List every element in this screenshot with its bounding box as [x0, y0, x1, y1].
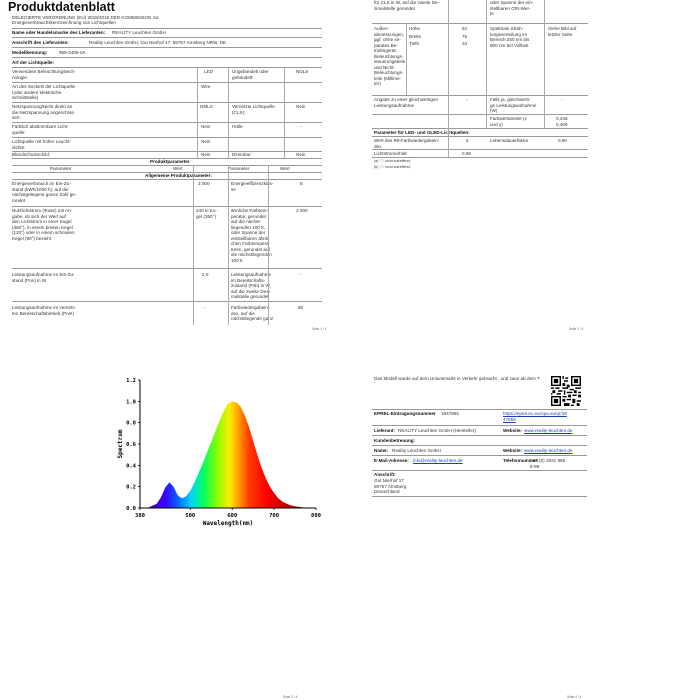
cri-label: Farbwiedergabein- dex, auf die nächstliegende ganz: [231, 305, 274, 321]
page-footer: Seite 3 / 4: [283, 695, 298, 699]
y-axis-title: Spectrum: [117, 429, 124, 459]
product-params-heading: Produktparameter: [150, 159, 190, 164]
eprel-value: 1847855: [441, 411, 459, 416]
col-value-2: Wert: [280, 166, 290, 171]
y-tick-label: 0.2: [126, 484, 136, 491]
brand-label: Name oder Handelsmarke des Lieferanten:: [12, 30, 106, 35]
chromaticity-label: Farbwertanteile (x und y): [490, 116, 527, 127]
spectral-distribution-label: Spektrale Strah- lungsverteilung im Bereich 250 nm bis 800 nm bei Volllast: [490, 26, 530, 48]
name-label: Name:: [374, 448, 389, 453]
tunable-value: Nein: [201, 124, 211, 129]
spectrum-chart: [0, 358, 342, 538]
lumen-maintenance-value: 0,96: [462, 151, 471, 156]
cri-range-label: oder Spanne der ein- stellbaren CRI-Wer- te: [490, 0, 534, 16]
eprel-link[interactable]: https://eprel.ec.europa.eu/qr/18 47855: [503, 411, 567, 422]
customer-service-label: Kundenbetreuung:: [374, 438, 416, 443]
equivalent-power-label: Angabe zu einer gleichwertigen Leistungsaufnahme: [374, 97, 439, 108]
page-footer: Seite 2 / 4: [569, 327, 584, 331]
r9-label: Wert des R9-Farbwiedergabein- dex: [374, 138, 440, 149]
height-value: 64: [462, 26, 468, 31]
cls-power-label: für CLS in W, auf die zweite De- zimalstelle gerundet: [374, 0, 440, 11]
survival-factor-value: 0,90: [558, 138, 567, 143]
page-footer: Seite 4 / 4: [567, 695, 582, 699]
envelope-value: -: [300, 124, 302, 129]
phone-label: Telefonnummer:: [503, 458, 539, 463]
energy-class-label: Energieeffizienzklas- se: [231, 181, 274, 192]
standby-power-value: -: [300, 272, 302, 277]
cap-type-value: Wire: [201, 84, 211, 89]
brand-value: REALITY Leuchten GmbH: [112, 30, 166, 35]
email-link[interactable]: info@reality-leuchten.de: [413, 458, 463, 463]
glare-value: Nein: [201, 152, 211, 157]
x-tick-label: 380: [135, 513, 145, 519]
led-params-heading: Parameter für LED- und OLED-Lichtquellen:: [374, 130, 470, 135]
address-label: Anschrift:: [374, 472, 396, 477]
energy-consumption-value: 3 000: [198, 181, 210, 186]
dimmable-value: Nein: [296, 152, 306, 157]
datasheet-page-4: [358, 358, 700, 700]
y-tick-label: 0.6: [126, 442, 136, 448]
glare-label: Blendschutzschild:: [12, 152, 51, 157]
dimmable-label: Dimmbar:: [232, 152, 252, 157]
cap-type-label: Art des Sockels der Lichtquelle (oder andere elektrische Schnittstelle): [12, 84, 76, 100]
phone-value: +49 (0) 2931 966 6-99: [530, 458, 566, 469]
luminous-flux-value: 240 in Ku- gel (360°): [196, 208, 217, 219]
col-parameter-2: Parameter: [228, 166, 250, 171]
model-label: Modellkennung:: [12, 50, 48, 55]
on-mode-power-value: 2,0: [202, 272, 209, 277]
eu-market-text: Das Modell wurde auf dem Unionsmarkt in Verkehr gebracht , und zwar ab dem T: [374, 376, 540, 381]
supplier-value: REALITY Leuchten GmbH (Hersteller): [398, 428, 476, 433]
cls-label: Vernetzte Lichtquelle (CLS):: [232, 104, 275, 115]
regulation-text: DELEGIERTE VERORDNUNG (EU) 2019/2015 DER KOMMISSION zur: [12, 15, 159, 20]
supplier-label: Lieferant:: [374, 428, 395, 433]
tunable-label: Farblich abstimmbare Licht- quelle:: [12, 124, 69, 135]
chromaticity-value: 0,445 0,409: [556, 116, 568, 127]
mains-label: Netzspannung/Nicht direkt an die Netzspannung angeschlos- sen:: [12, 104, 76, 120]
equivalent-power-value: -: [466, 97, 468, 102]
regulation-text-2: Energieverbrauchskennzeichnung von Lichtquellen: [12, 20, 116, 25]
depth-label: Tiefe: [409, 41, 420, 46]
email-label: E-Mail-Adresse:: [374, 458, 409, 463]
spectral-distribution-value: Siehe Bild auf letzter Seite: [548, 26, 577, 37]
eprel-label: EPREL-Eintragungsnummer: [374, 411, 436, 416]
luminous-flux-label: Nutzlichtstrom (Φuse) mit An- gabe, ob sich der Wert auf den Lichtstrom in einer Kugel (360°), in einem breiten Kegel (120°) oder in einem schmalen Kegel (90°) bezieht: [12, 208, 75, 241]
page-footer: Seite 1 / 4: [312, 327, 327, 331]
y-tick-label: 0.8: [126, 420, 136, 427]
col-value: Wert: [173, 166, 183, 171]
y-tick-label: 1.2: [126, 378, 136, 384]
tech-label: Verwendete Beleuchtungstech- nologie:: [12, 69, 76, 80]
survival-factor-label: Lebensdauerfaktor: [490, 138, 529, 143]
depth-value: 34: [462, 41, 468, 46]
datasheet-page-1: [0, 0, 342, 342]
footnote-a: (a) "-": nicht zutreffend;: [374, 159, 411, 163]
directional-label: Ungebündelt oder gebündelt:: [232, 69, 269, 80]
col-parameter: Parameter: [50, 166, 72, 171]
width-value: 75: [462, 34, 468, 39]
high-luminance-label: Lichtquelle mit hoher Leucht- dichte:: [12, 139, 71, 150]
name-value: Reality Leuchten GmbH: [392, 448, 441, 453]
section-light-source-type: Art der Lichtquelle:: [12, 60, 55, 65]
address-value: Reality Leuchten GmbH, Gut Nierhof 17, 59757 Arnsberg NRW, DE: [89, 40, 227, 45]
model-value: 959-2406-0A: [59, 50, 86, 55]
r9-value: 6: [466, 138, 469, 143]
datasheet-page-2: [358, 0, 700, 342]
cri-value: 80: [298, 305, 304, 310]
website-link[interactable]: www.reality-leuchten.de: [524, 428, 573, 433]
on-mode-power-label: Leistungsaufnahme im Ein-Zu- stand (Pon) in W: [12, 272, 75, 283]
standby-power-label: Leistungsaufnahme im Bereitschafts- zustand (Psb) in W, auf die zweite Dezi- malstelle gerundet: [231, 272, 272, 299]
website-label: Website:: [503, 428, 523, 433]
networked-standby-value: -: [204, 305, 206, 310]
footnote-b: (b) "-": nicht zutreffend;: [374, 165, 411, 169]
website-2-label: Website:: [503, 448, 523, 453]
width-label: Breite: [409, 34, 422, 39]
spectrum-area: [140, 401, 316, 508]
height-label: Höhe: [409, 26, 420, 31]
x-axis-title: Wavelength(nm): [202, 520, 254, 527]
address-label: Anschrift des Lieferanten:: [12, 40, 69, 45]
high-luminance-value: Nein: [201, 139, 211, 144]
qr-code-icon: [551, 376, 581, 406]
energy-class-value: E: [300, 181, 304, 186]
cct-label: ähnliche Farbtem- peratur, gerundet auf die nächst- liegenden 100 K, oder Spanne der einstellbaren ähnli- chen Farbtempera- turen, gerundet auf die nächstliegenden 100 K: [231, 208, 272, 263]
energy-consumption-label: Energieverbrauch im Ein-Zu- stand (kWh/1000 h), auf die nächstgelegene ganze Zahl ge- rundet: [12, 181, 77, 203]
website-2-link[interactable]: www.reality-leuchten.de: [524, 448, 573, 453]
x-tick-label: 800: [311, 513, 321, 519]
x-tick-label: 500: [185, 513, 196, 519]
y-tick-label: 0.4: [126, 463, 136, 470]
datasheet-page-3: [0, 358, 342, 700]
equivalent-power-r-value: -: [561, 97, 563, 102]
x-tick-label: 700: [269, 513, 280, 519]
y-tick-label: 0.0: [126, 506, 136, 512]
mains-value: NMLS: [200, 104, 213, 109]
equivalent-power-r-label: Falls ja, gleichwerti- ge Leistungsaufnahme (W): [490, 97, 537, 113]
cct-value: 3 000: [296, 208, 308, 213]
lumen-maintenance-label: Lichtstromerhalt: [374, 151, 407, 156]
x-tick-label: 600: [227, 513, 238, 519]
y-tick-label: 1.0: [126, 399, 136, 406]
dimensions-label: Außen- abmessungen, ggf. ohne se- parates Be- triebsgerät, Beleuchtungs- steuerungsteile und Nicht- Beleuchtungs- teile (Millime- ter): [374, 26, 406, 86]
directional-value: NDLS: [296, 69, 309, 74]
general-params-heading: Allgemeine Produktparameter:: [145, 173, 212, 178]
address-value: Gut Nierhof 17 59757 Arnsberg Deutschland: [374, 478, 407, 494]
cls-value: Nein: [296, 104, 306, 109]
page-title: Produktdatenblatt: [8, 0, 115, 14]
tech-value: LED: [204, 69, 213, 74]
envelope-label: Hülle:: [232, 124, 244, 129]
networked-standby-label: Leistungsaufnahme im vernetz- ten Bereitschaftsbetrieb (Pnet): [12, 305, 77, 316]
